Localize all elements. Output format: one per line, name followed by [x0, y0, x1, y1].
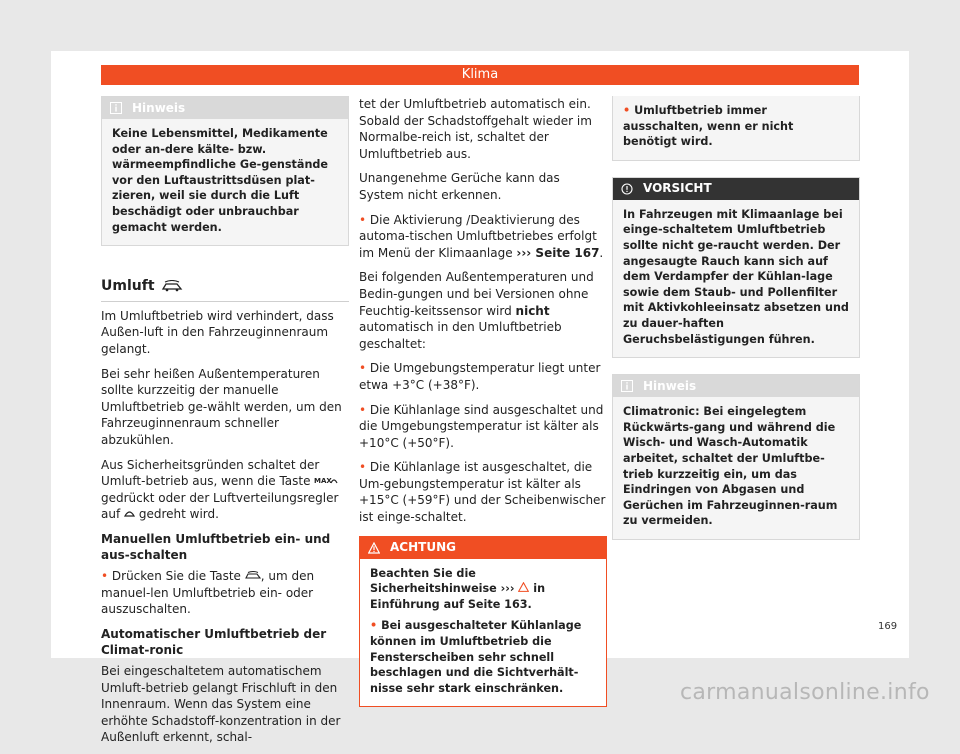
text-span: Die Aktivierung /Deaktivierung des automa-tischen Umluftbetriebes erfolgt im Menü der Klimaanlage: [359, 212, 597, 260]
warning-paragraph: [370, 566, 596, 613]
caution-box-header: [613, 178, 859, 200]
subheading: Automatischer Umluftbetrieb der Climat-ronic: [101, 626, 327, 658]
bullet-item: [359, 402, 607, 452]
caution-box: [612, 177, 860, 358]
bullet-dot: •: [370, 619, 378, 633]
bullet-item: [359, 360, 607, 393]
text-span: gedrückt oder der Luftverteilungsregler auf: [101, 490, 339, 522]
windshield-icon: [124, 508, 135, 518]
hint-box: [612, 374, 860, 540]
hint-title: Hinweis: [643, 378, 697, 393]
section-heading: [101, 278, 349, 302]
chapter-header: Klima: [101, 65, 859, 85]
text-span: Drücken Sie die Taste: [111, 569, 241, 584]
text-span: , um den manuel-len Umluftbetrieb ein- oder auszuschalten.: [101, 569, 315, 617]
bullet-dot: •: [359, 361, 367, 376]
paragraph: [101, 457, 349, 523]
paragraph: Bei eingeschaltetem automatischem Umluft-betrieb gelangt Frischluft in den Innenraum. Wenn das System eine erhöhte Schadstoff-konzentration in der Außenluft erkennt, schal-: [101, 664, 341, 745]
page-reference-link[interactable]: ››› Seite 167: [516, 245, 600, 260]
bullet-item: • Die Aktivierung /Deaktivierung des automa-tischen Umluftbetriebes erfolgt im Menü der Klimaanlage ››› Seite 167.: [359, 212, 604, 260]
text-span: Die Kühlanlage ist ausgeschaltet, die Um-gebungstemperatur ist kälter als +15°C (+59°F) und der Scheibenwischer ist einge-schaltet.: [359, 460, 606, 525]
text-span: Beachten Sie die Sicherheitshinweise ›››: [370, 566, 515, 596]
warning-body: [360, 559, 606, 707]
hint-title: Hinweis: [132, 100, 186, 115]
info-icon: [110, 102, 122, 114]
text-span: Aus Sicherheitsgründen schaltet der Umluft-betrieb aus, wenn die Taste: [101, 457, 320, 489]
max-defrost-icon: [314, 475, 338, 485]
hint-box-header: [613, 375, 859, 397]
paragraph: Unangenehme Gerüche kann das System nicht erkennen.: [359, 171, 560, 202]
emphasis: nicht: [515, 303, 550, 318]
hint-text: Climatronic: Bei eingelegtem Rückwärts-gang und während die Wisch- und Wasch-Automatik arbeitet, schaltet der Umluftbe-trieb kurzzeitig ein, um das Eindringen von Abgasen und Gerüchen im Fahrzeuginnen-raum zu vermeiden.: [613, 397, 859, 539]
column-2: [359, 96, 607, 707]
recirculation-car-icon: [245, 571, 261, 580]
bullet-dot: •: [359, 460, 367, 475]
subheading: Manuellen Umluftbetrieb ein- und aus-schalten: [101, 531, 331, 563]
warning-bullet: [370, 618, 596, 696]
bullet-item: [359, 459, 607, 525]
bullet-item: [101, 568, 349, 618]
bullet-dot: •: [101, 569, 109, 584]
warning-box-header: [360, 537, 606, 559]
caution-text: In Fahrzeugen mit Klimaanlage bei einge-schaltetem Umluftbetrieb sollte nicht ge-raucht werden. Der angesaugte Rauch kann sich auf dem Verdampfer der Kühlan-lage sowie dem Staub- und Pollenfilter mit Aktivkohleeinsatz absetzen und zu dauer-haften Geruchsbelästigungen führen.: [613, 200, 859, 357]
note-continuation-box: [612, 96, 860, 161]
hint-box-header: [102, 97, 348, 119]
page-number: 169: [878, 621, 898, 632]
watermark: carmanualsonline.info: [680, 680, 930, 705]
text-span: Bei folgenden Außentemperaturen und Bedin-gungen und bei Versionen ohne Feuchtig-keitssensor wird: [359, 270, 594, 318]
text-span: Umluftbetrieb immer ausschalten, wenn er nicht benötigt wird.: [623, 104, 794, 149]
paragraph: [359, 269, 607, 352]
column-1: [101, 96, 349, 754]
bullet-dot: •: [359, 402, 367, 417]
warning-box: [359, 536, 607, 708]
caution-title: VORSICHT: [643, 181, 712, 196]
svg-text:MAX: MAX: [314, 477, 333, 486]
text-span: automatisch in den Umluftbetrieb geschaltet:: [359, 320, 562, 351]
text-span: Bei ausgeschalteter Kühlanlage können im Umluftbetrieb die Fensterscheiben sehr schnell beschlagen und die Sichtverhält-nisse sehr stark einschränken.: [370, 619, 582, 695]
hint-box: [101, 96, 349, 246]
column-3: [612, 96, 860, 540]
text-span: Die Kühlanlage sind ausgeschaltet und die Umgebungstemperatur ist kälter als +10°C (+50°F).: [359, 402, 604, 450]
warning-triangle-icon: [368, 542, 380, 554]
text-span: Die Umgebungstemperatur liegt unter etwa +3°C (+38°F).: [359, 361, 601, 392]
info-icon: [621, 380, 633, 392]
text-span: gedreht wird.: [138, 507, 219, 522]
paragraph: Bei sehr heißen Außentemperaturen sollte kurzzeitig der manuelle Umluftbetrieb ge-wählt werden, um den Fahrzeuginnenraum schneller abzukühlen.: [101, 366, 342, 447]
warning-title: ACHTUNG: [390, 540, 456, 555]
section-heading-text: Umluft: [101, 278, 155, 295]
warning-triangle-icon[interactable]: [518, 582, 529, 592]
paragraph: Im Umluftbetrieb wird verhindert, dass Außen-luft in den Fahrzeuginnenraum gelangt.: [101, 308, 334, 356]
text-span: in Einführung auf Seite 163.: [370, 582, 546, 611]
note-bullet: [613, 96, 859, 160]
bullet-dot: •: [623, 104, 631, 117]
caution-circle-icon: [621, 183, 633, 195]
paragraph: tet der Umluftbetrieb automatisch ein. Sobald der Schadstoffgehalt wieder im Normalbe-reich ist, schaltet der Umluftbetrieb aus.: [359, 97, 592, 161]
recirculation-car-icon: [161, 280, 183, 292]
hint-text: Keine Lebensmittel, Medikamente oder an-dere kälte- bzw. wärmeempfindliche Ge-genstände vor den Luftaustrittsdüsen plat-zieren, weil sie durch die Luft beschädigt oder unbrauchbar gemacht werden.: [102, 119, 348, 245]
bullet-dot: •: [359, 212, 367, 227]
